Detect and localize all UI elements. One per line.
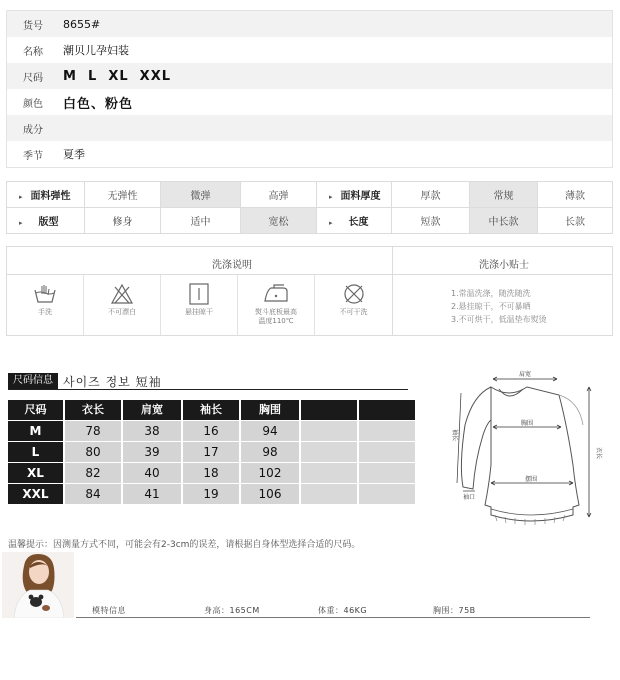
- attr-option: 修身: [85, 208, 161, 234]
- wash-caption: 温度110℃: [258, 317, 294, 325]
- attr-row: [7, 182, 613, 208]
- triangle-icon: ▸: [329, 219, 333, 227]
- info-key: 尺码: [23, 72, 43, 84]
- tip-line: 1.常温洗涤，随洗随洗: [451, 289, 531, 298]
- info-key: 成分: [23, 124, 43, 136]
- diagram-label-chest: 胸围: [520, 420, 534, 427]
- fabric-attributes-table: [6, 181, 613, 234]
- size-label: XL: [8, 463, 63, 483]
- table-cell: 38: [123, 421, 181, 441]
- column-header-empty: [301, 400, 357, 420]
- attr-option: 适中: [161, 208, 241, 234]
- info-row-name: [7, 37, 612, 63]
- info-value: 8655#: [63, 17, 101, 31]
- iron-icon: [262, 283, 290, 305]
- table-cell: 41: [123, 484, 181, 504]
- info-row-season: [7, 141, 612, 167]
- column-header-empty: [359, 400, 415, 420]
- table-cell-empty: [301, 463, 357, 483]
- column-header: 衣长: [65, 400, 121, 420]
- table-cell: 80: [65, 442, 121, 462]
- triangle-icon: ▸: [329, 193, 333, 201]
- table-cell-empty: [301, 421, 357, 441]
- triangle-icon: ▸: [19, 219, 23, 227]
- info-row-size: [7, 63, 612, 89]
- size-label: L: [8, 442, 63, 462]
- column-header: 肩宽: [123, 400, 181, 420]
- info-key: 季节: [23, 150, 43, 162]
- wash-caption: 熨斗底板最高: [255, 308, 297, 316]
- table-cell: 18: [183, 463, 239, 483]
- wash-caption: 不可漂白: [108, 308, 136, 316]
- size-table: [8, 400, 417, 505]
- hand-wash-icon: [33, 283, 57, 305]
- wash-item: [84, 275, 161, 335]
- table-row: [8, 421, 417, 441]
- attr-option: 无弹性: [85, 182, 161, 208]
- table-cell-empty: [359, 484, 415, 504]
- size-table-header: [8, 400, 417, 420]
- attr-option: 厚款: [392, 182, 470, 208]
- table-cell: 102: [241, 463, 299, 483]
- table-row: [8, 463, 417, 483]
- wash-caption: 不可干洗: [339, 308, 368, 316]
- model-weight: 体重：46KG: [318, 606, 368, 615]
- table-cell: 78: [65, 421, 121, 441]
- table-cell: 19: [183, 484, 239, 504]
- table-cell: 17: [183, 442, 239, 462]
- size-info-tag: 尺码信息: [8, 373, 58, 389]
- washing-instructions: [6, 246, 613, 336]
- column-header: 胸围: [241, 400, 299, 420]
- attr-label: ▸ 面料弹性: [7, 182, 85, 208]
- attr-row: [7, 208, 613, 234]
- diagram-label-length: 衣长: [595, 446, 602, 460]
- size-label: XXL: [8, 484, 63, 504]
- tip-line: 3.不可烘干，低温垫布熨烫: [451, 315, 547, 324]
- info-key: 颜色: [23, 98, 43, 110]
- attr-option-selected: 微弹: [161, 182, 241, 208]
- wash-item: [315, 275, 392, 335]
- table-cell: 82: [65, 463, 121, 483]
- table-cell-empty: [301, 442, 357, 462]
- no-bleach-icon: [110, 283, 134, 305]
- table-cell-empty: [359, 442, 415, 462]
- info-key: 货号: [23, 20, 43, 32]
- wash-caption: 悬挂晾干: [185, 308, 213, 316]
- product-info-table: [6, 10, 613, 168]
- attr-option-selected: 常规: [470, 182, 538, 208]
- wash-item: [161, 275, 238, 335]
- info-value: M L XL XXL: [63, 68, 172, 84]
- attr-label: ▸ 面料厚度: [317, 182, 392, 208]
- table-cell: 40: [123, 463, 181, 483]
- model-photo: [2, 552, 74, 618]
- table-row: [8, 442, 417, 462]
- info-row-color: [7, 89, 612, 115]
- size-info-subtitle: 사이즈 정보 短袖: [63, 374, 162, 389]
- triangle-icon: ▸: [19, 193, 23, 201]
- size-info-header: [8, 373, 162, 389]
- attr-option: 薄款: [538, 182, 613, 208]
- size-label: M: [8, 421, 63, 441]
- table-cell-empty: [359, 421, 415, 441]
- info-value: 白色、粉色: [63, 96, 134, 112]
- diagram-label-shoulder: 肩宽: [518, 371, 532, 378]
- wash-caption: 手洗: [38, 308, 52, 316]
- info-value: 潮贝儿孕妇装: [63, 44, 129, 57]
- garment-diagram: [433, 365, 611, 543]
- washing-tips: [451, 287, 547, 326]
- diagram-label-cuff: 袖口: [462, 494, 476, 501]
- info-row-material: [7, 115, 612, 141]
- diagram-label-hem: 摆围: [524, 476, 538, 483]
- table-cell-empty: [301, 484, 357, 504]
- divider: [392, 247, 393, 335]
- attr-option-selected: 中长款: [470, 208, 538, 234]
- model-bust: 胸围：75B: [433, 606, 476, 615]
- washing-header: [7, 247, 612, 275]
- attr-label: ▸ 长度: [317, 208, 392, 234]
- wash-item: [238, 275, 315, 335]
- table-cell: 84: [65, 484, 121, 504]
- column-header: 袖长: [183, 400, 239, 420]
- no-dry-clean-icon: [342, 283, 366, 305]
- table-cell-empty: [359, 463, 415, 483]
- table-cell: 94: [241, 421, 299, 441]
- attr-option: 高弹: [241, 182, 317, 208]
- tip-line: 2.悬挂晾干，不可暴晒: [451, 302, 531, 311]
- table-cell: 98: [241, 442, 299, 462]
- model-info-label: 模特信息: [92, 606, 126, 615]
- washing-title: 洗涤说明: [212, 260, 252, 271]
- divider: [8, 389, 408, 390]
- info-key: 名称: [23, 46, 43, 58]
- divider: [76, 617, 590, 618]
- table-cell: 16: [183, 421, 239, 441]
- attr-option: 短款: [392, 208, 470, 234]
- table-cell: 106: [241, 484, 299, 504]
- attr-option: 长款: [538, 208, 613, 234]
- attr-option-selected: 宽松: [241, 208, 317, 234]
- table-row: [8, 484, 417, 504]
- column-header: 尺码: [8, 400, 63, 420]
- diagram-label-sleeve: 袖长: [451, 428, 458, 442]
- size-note: 温馨提示：因测量方式不同，可能会有2-3cm的误差，请根据自身体型选择合适的尺码。: [8, 540, 361, 550]
- model-height: 身高：165CM: [204, 606, 260, 615]
- wash-item: [7, 275, 84, 335]
- info-value: 夏季: [63, 148, 85, 161]
- info-row-sku: [7, 11, 612, 37]
- attr-label: ▸ 版型: [7, 208, 85, 234]
- hang-dry-icon: [187, 283, 211, 305]
- table-cell: 39: [123, 442, 181, 462]
- washing-tips-title: 洗涤小贴士: [479, 260, 529, 271]
